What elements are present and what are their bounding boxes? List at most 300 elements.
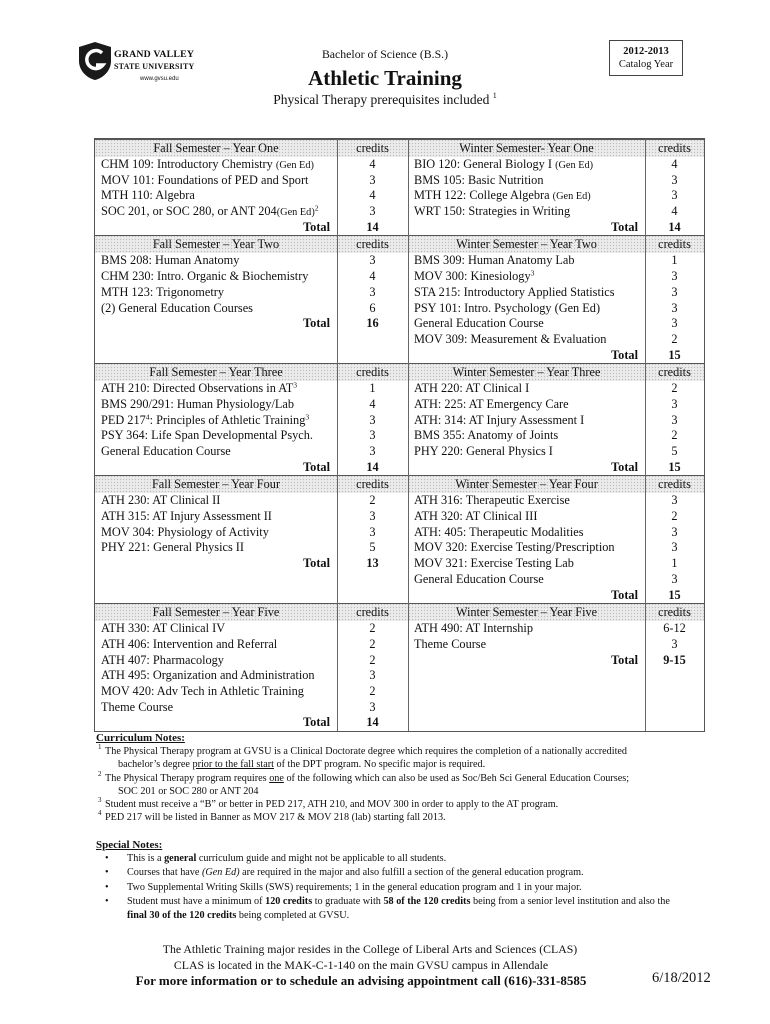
course-credits: 2 xyxy=(369,636,376,651)
footnote-number: 2 xyxy=(98,769,102,778)
course-row xyxy=(95,381,408,397)
course-name xyxy=(408,621,645,637)
semester-title: Winter Semester- Year One xyxy=(459,141,594,155)
text-segment: General Education Course xyxy=(414,316,544,331)
course-name xyxy=(95,444,337,460)
text-segment: are required in the major and also fulfill a section of the general education program. xyxy=(239,867,584,879)
special-notes-list xyxy=(96,852,736,923)
course-row xyxy=(408,157,704,173)
course-row xyxy=(408,188,704,204)
text-segment: ATH 220: AT Clinical I xyxy=(414,381,530,396)
course-credits: 3 xyxy=(369,253,376,268)
course-credits: 3 xyxy=(369,699,376,714)
course-row xyxy=(95,204,408,220)
course-row xyxy=(408,525,704,541)
logo-line-1: GRAND VALLEY xyxy=(114,49,195,60)
special-note-line xyxy=(96,852,736,866)
text-segment: ATH 490: AT Internship xyxy=(414,621,533,636)
course-row xyxy=(408,253,704,269)
bullet-icon xyxy=(105,866,109,880)
text-segment: This is a xyxy=(127,853,165,865)
gen-ed-tag: (Gen Ed) xyxy=(276,207,315,219)
total-row xyxy=(408,653,704,669)
course-row xyxy=(95,253,408,269)
course-row xyxy=(95,285,408,301)
column-divider xyxy=(408,139,409,731)
course-name xyxy=(95,253,337,269)
course-name xyxy=(408,540,645,556)
text-segment: ATH 406: Intervention and Referral xyxy=(101,636,278,651)
text-segment: MTH 122: College Algebra xyxy=(414,188,553,203)
semester-title: Winter Semester – Year Three xyxy=(452,365,601,380)
special-note-line xyxy=(96,866,736,880)
text-segment: PSY 101: Intro. Psychology (Gen Ed) xyxy=(414,300,601,315)
curriculum-notes-heading: Curriculum Notes: xyxy=(96,732,185,744)
bullet-icon xyxy=(105,895,109,909)
course-row xyxy=(408,413,704,429)
course-credits: 2 xyxy=(369,493,376,508)
underlined-text: one xyxy=(269,772,284,784)
course-credits: 3 xyxy=(369,668,376,683)
text-segment: Two Supplemental Writing Skills (SWS) requirements; 1 in the general education program and 1 in your major. xyxy=(127,881,582,893)
winter-semester xyxy=(408,139,704,235)
course-row xyxy=(95,428,408,444)
total-credits: 15 xyxy=(668,587,681,602)
course-name xyxy=(95,204,337,220)
course-credits: 3 xyxy=(671,524,678,539)
text-segment: Student must have a minimum of xyxy=(127,895,266,907)
course-row xyxy=(408,572,704,588)
course-name xyxy=(95,157,337,173)
credits-header: credits xyxy=(356,141,389,155)
course-credits: 3 xyxy=(369,412,376,427)
semester-title: Fall Semester – Year Two xyxy=(152,237,280,252)
text-segment: (2) General Education Courses xyxy=(101,300,253,315)
text-segment: MOV 320: Exercise Testing/Prescription xyxy=(414,540,615,555)
course-credits: 3 xyxy=(671,493,678,508)
total-credits: 14 xyxy=(668,219,681,234)
course-row xyxy=(95,301,408,317)
credits-header: credits xyxy=(356,237,389,252)
course-credits: 2 xyxy=(671,509,678,524)
course-name xyxy=(408,493,645,509)
course-row xyxy=(408,509,704,525)
course-row xyxy=(95,684,408,700)
course-name xyxy=(408,637,645,653)
credits-header: credits xyxy=(356,365,389,380)
course-row xyxy=(408,381,704,397)
page-subtitle xyxy=(200,91,570,109)
course-credits: 3 xyxy=(369,509,376,524)
course-credits: 3 xyxy=(671,540,678,555)
text-segment: WRT 150: Strategies in Writing xyxy=(414,204,571,219)
column-divider xyxy=(337,139,338,731)
subtitle-footnote-marker: 1 xyxy=(492,91,497,100)
total-label: Total xyxy=(303,316,330,331)
footnote xyxy=(96,811,736,824)
course-row xyxy=(408,540,704,556)
course-credits: 6 xyxy=(369,300,376,315)
footnote-line xyxy=(96,745,736,758)
semester-header xyxy=(408,603,704,621)
special-note-line xyxy=(96,881,736,895)
semester-block xyxy=(95,139,704,235)
semester-header xyxy=(408,475,704,493)
total-credits: 9-15 xyxy=(663,652,686,667)
text-segment: ATH 316: Therapeutic Exercise xyxy=(414,493,570,508)
title-block xyxy=(200,46,570,109)
course-name xyxy=(95,188,337,204)
course-credits: 1 xyxy=(671,556,678,571)
semester-header xyxy=(408,235,704,253)
course-credits: 4 xyxy=(369,269,376,284)
course-row xyxy=(95,397,408,413)
course-credits: 4 xyxy=(671,157,678,171)
total-label: Total xyxy=(611,219,638,234)
course-credits: 1 xyxy=(671,253,678,268)
total-label: Total xyxy=(611,652,638,667)
bold-text: 58 of the 120 credits xyxy=(383,895,471,907)
degree-label: Bachelor of Science (B.S.) xyxy=(321,47,449,61)
semester-header xyxy=(95,475,408,493)
bold-text: general xyxy=(164,853,197,865)
footnote-number: 1 xyxy=(98,743,102,752)
footnote xyxy=(96,798,736,811)
text-segment: ATH 330: AT Clinical IV xyxy=(101,621,226,636)
special-note xyxy=(96,866,736,880)
course-name xyxy=(408,253,645,269)
course-credits: 3 xyxy=(369,524,376,539)
course-credits: 3 xyxy=(671,188,678,203)
total-row xyxy=(95,715,408,731)
course-name xyxy=(95,509,337,525)
course-name xyxy=(95,684,337,700)
bullet-icon xyxy=(105,881,109,895)
credits-header: credits xyxy=(356,477,389,492)
winter-semester xyxy=(408,235,704,363)
winter-semester xyxy=(408,363,704,475)
course-name xyxy=(408,509,645,525)
total-label: Total xyxy=(303,715,330,730)
gvsu-emblem-icon xyxy=(77,41,113,81)
course-name xyxy=(95,653,337,669)
total-label: Total xyxy=(303,556,330,571)
fall-semester xyxy=(95,235,408,331)
text-segment: PHY 220: General Physics I xyxy=(414,444,553,458)
semester-header xyxy=(95,139,408,157)
text-segment: : Principles of Athletic Training xyxy=(149,412,306,427)
text-segment: MOV 420: Adv Tech in Athletic Training xyxy=(101,683,304,698)
course-name xyxy=(408,332,645,348)
course-name xyxy=(95,540,337,556)
course-name xyxy=(408,301,645,317)
semester-header xyxy=(95,235,408,253)
text-segment: PHY 221: General Physics II xyxy=(101,540,244,555)
footnote-line xyxy=(96,798,736,811)
special-note-line xyxy=(96,895,736,909)
course-credits: 3 xyxy=(369,204,376,219)
course-name xyxy=(95,668,337,684)
footnote xyxy=(96,745,736,771)
course-row xyxy=(408,444,704,460)
footnote-marker: 4 xyxy=(145,412,150,422)
course-row xyxy=(95,269,408,285)
course-row xyxy=(95,509,408,525)
course-row xyxy=(95,157,408,173)
course-row xyxy=(408,316,704,332)
course-name xyxy=(95,413,337,429)
course-row xyxy=(408,621,704,637)
course-credits: 3 xyxy=(671,300,678,315)
semester-title: Fall Semester – Year Four xyxy=(151,477,281,492)
semester-block xyxy=(95,235,704,363)
text-segment: Theme Course xyxy=(101,699,174,714)
text-segment: The Physical Therapy program requires xyxy=(105,772,270,784)
total-row xyxy=(408,348,704,364)
footnote-line xyxy=(96,785,736,798)
footer-contact-line: For more information or to schedule an advising appointment call (616)-331-8585 xyxy=(135,973,587,988)
semester-title: Fall Semester – Year Three xyxy=(149,365,283,380)
footnote-number: 4 xyxy=(98,809,102,818)
underlined-text: prior to the fall start xyxy=(192,759,274,771)
course-name xyxy=(408,556,645,572)
semester-block xyxy=(95,475,704,603)
text-segment: being completed at GVSU. xyxy=(236,910,350,922)
total-credits: 15 xyxy=(668,459,681,474)
semester-title: Winter Semester – Year Two xyxy=(456,237,597,252)
course-name xyxy=(408,157,645,173)
footnote-line xyxy=(96,811,736,824)
logo-line-2: STATE UNIVERSITY xyxy=(114,62,195,71)
total-label: Total xyxy=(611,347,638,362)
bold-text: final 30 of the 120 credits xyxy=(127,910,237,922)
footnote-marker: 3 xyxy=(305,412,310,422)
course-credits: 5 xyxy=(369,540,376,555)
text-segment: ATH 230: AT Clinical II xyxy=(101,493,221,508)
course-row xyxy=(95,540,408,556)
course-name xyxy=(95,700,337,716)
course-credits: 5 xyxy=(671,444,678,458)
course-name xyxy=(408,204,645,220)
text-segment: BMS 105: Basic Nutrition xyxy=(414,172,544,187)
special-note xyxy=(96,895,736,923)
document-date: 6/18/2012 xyxy=(652,970,711,986)
total-row xyxy=(95,460,408,476)
course-credits: 3 xyxy=(671,412,678,427)
column-divider xyxy=(645,139,646,731)
gvsu-logo xyxy=(77,40,207,86)
course-name xyxy=(408,525,645,541)
text-segment: PED 217 xyxy=(101,412,146,427)
credits-header: credits xyxy=(658,477,691,492)
text-segment: curriculum guide and might not be applicable to all students. xyxy=(196,853,447,865)
text-segment: SOC 201, or SOC 280, or ANT 204 xyxy=(101,204,277,219)
course-credits: 3 xyxy=(671,636,678,651)
course-credits: 3 xyxy=(369,428,376,443)
course-credits: 1 xyxy=(369,381,376,396)
footer-location-line: CLAS is located in the MAK-C-1-140 on the main GVSU campus in Allendale xyxy=(173,958,549,972)
text-segment: ATH: 405: Therapeutic Modalities xyxy=(414,524,584,539)
credits-header: credits xyxy=(658,605,691,620)
course-row xyxy=(95,444,408,460)
special-note xyxy=(96,852,736,866)
course-row xyxy=(408,285,704,301)
course-name xyxy=(408,444,645,460)
course-name xyxy=(408,413,645,429)
total-label: Total xyxy=(303,459,330,474)
text-segment: BIO 120: General Biology I xyxy=(414,157,556,171)
special-notes-heading: Special Notes: xyxy=(96,839,163,851)
course-name xyxy=(95,301,337,317)
text-segment: PED 217 will be listed in Banner as MOV 217 & MOV 218 (lab) starting fall 2013. xyxy=(105,812,446,824)
course-row xyxy=(408,397,704,413)
semester-header xyxy=(95,603,408,621)
course-credits: 3 xyxy=(671,284,678,299)
course-name xyxy=(95,269,337,285)
course-name xyxy=(95,428,337,444)
course-name xyxy=(408,285,645,301)
total-credits: 16 xyxy=(366,316,379,331)
total-row xyxy=(408,588,704,604)
gen-ed-tag: (Gen Ed) xyxy=(555,160,594,171)
text-segment: BMS 355: Anatomy of Joints xyxy=(414,428,559,443)
text-segment: of the DPT program. No specific major is required. xyxy=(273,759,486,771)
course-name xyxy=(95,285,337,301)
course-credits: 3 xyxy=(671,571,678,586)
course-row xyxy=(95,525,408,541)
total-credits: 15 xyxy=(668,347,681,362)
total-credits: 13 xyxy=(366,556,379,571)
course-credits: 2 xyxy=(369,683,376,698)
course-row xyxy=(408,301,704,317)
text-segment: of the following which can also be used as Soc/Beh Sci General Education Courses; xyxy=(283,772,630,784)
course-name xyxy=(95,173,337,189)
semester-title: Fall Semester – Year Five xyxy=(152,605,280,620)
text-segment: ATH 320: AT Clinical III xyxy=(414,509,538,524)
course-credits: 2 xyxy=(671,381,678,396)
italic-text: (Gen Ed) xyxy=(201,867,240,879)
total-label: Total xyxy=(611,587,638,602)
course-credits: 2 xyxy=(369,621,376,636)
text-segment: General Education Course xyxy=(101,444,231,458)
text-segment: CHM 109: Introductory Chemistry xyxy=(101,157,276,171)
text-segment: STA 215: Introductory Applied Statistics xyxy=(414,284,615,299)
course-name xyxy=(408,269,645,285)
catalog-year-label: Catalog Year xyxy=(618,59,674,70)
course-row xyxy=(408,556,704,572)
credits-header: credits xyxy=(356,605,389,620)
footnote-marker: 2 xyxy=(314,204,319,213)
footer-college-line: The Athletic Training major resides in the College of Liberal Arts and Sciences (CLAS) xyxy=(162,942,578,956)
special-note xyxy=(96,881,736,895)
curriculum-notes xyxy=(96,732,736,824)
bold-text: 120 credits xyxy=(265,895,313,907)
logo-url: www.gvsu.edu xyxy=(140,76,179,82)
course-row xyxy=(95,493,408,509)
course-name xyxy=(408,572,645,588)
total-row xyxy=(408,220,704,236)
text-segment: General Education Course xyxy=(414,571,544,586)
course-row xyxy=(95,668,408,684)
winter-semester xyxy=(408,475,704,603)
course-row xyxy=(95,700,408,716)
total-row xyxy=(95,316,408,332)
course-credits: 3 xyxy=(671,269,678,284)
footnote-marker: 3 xyxy=(293,381,298,390)
course-name xyxy=(408,188,645,204)
footnote-line xyxy=(96,769,736,785)
course-credits: 3 xyxy=(671,172,678,187)
gen-ed-tag: (Gen Ed) xyxy=(552,191,591,203)
course-name xyxy=(95,381,337,397)
text-segment: BMS 208: Human Anatomy xyxy=(101,253,240,268)
text-segment: bachelor’s degree xyxy=(118,759,193,771)
footnote-marker: 3 xyxy=(530,269,535,278)
semester-header xyxy=(95,363,408,381)
course-name xyxy=(408,397,645,413)
course-credits: 3 xyxy=(671,396,678,411)
text-segment: SOC 201 or SOC 280 or ANT 204 xyxy=(118,785,259,797)
text-segment: ATH: 314: AT Injury Assessment I xyxy=(414,412,585,427)
text-segment: CHM 230: Intro. Organic & Biochemistry xyxy=(101,269,309,284)
total-credits: 14 xyxy=(366,715,379,730)
semester-header xyxy=(408,139,704,157)
gen-ed-tag: (Gen Ed) xyxy=(275,160,314,171)
course-row xyxy=(408,493,704,509)
curriculum-table xyxy=(95,139,704,731)
text-segment: MTH 123: Trigonometry xyxy=(101,284,224,299)
text-segment: to graduate with xyxy=(312,895,384,907)
course-row xyxy=(95,173,408,189)
text-segment: ATH 407: Pharmacology xyxy=(101,652,224,667)
total-credits: 14 xyxy=(366,219,379,234)
text-segment: MOV 309: Measurement & Evaluation xyxy=(414,331,607,346)
semester-block xyxy=(95,363,704,475)
text-segment: being from a senior level institution and also the xyxy=(470,895,670,907)
page-title: Athletic Training xyxy=(308,66,462,90)
course-credits: 6-12 xyxy=(663,621,686,636)
total-row xyxy=(95,220,408,236)
text-segment: MTH 110: Algebra xyxy=(101,188,195,203)
text-segment: The Physical Therapy program at GVSU is a Clinical Doctorate degree which requires the completion of a nationally accredited xyxy=(105,746,628,758)
course-name xyxy=(408,173,645,189)
curriculum-notes-list xyxy=(96,745,736,824)
text-segment: MOV 101: Foundations of PED and Sport xyxy=(101,172,309,187)
winter-semester xyxy=(408,603,704,668)
course-credits: 3 xyxy=(369,284,376,299)
credits-header: credits xyxy=(658,237,691,252)
course-credits: 4 xyxy=(369,396,376,411)
course-credits: 2 xyxy=(671,428,678,443)
course-credits: 3 xyxy=(671,316,678,331)
text-segment: ATH 210: Directed Observations in AT xyxy=(101,381,294,396)
course-credits: 3 xyxy=(369,172,376,187)
text-segment: BMS 290/291: Human Physiology/Lab xyxy=(101,396,295,411)
course-row xyxy=(95,413,408,429)
course-row xyxy=(408,204,704,220)
footnote xyxy=(96,769,736,798)
footnote-line xyxy=(96,758,736,771)
semester-header xyxy=(408,363,704,381)
total-row xyxy=(95,556,408,572)
course-row xyxy=(408,269,704,285)
course-name xyxy=(95,621,337,637)
course-name xyxy=(95,397,337,413)
course-row xyxy=(95,621,408,637)
course-credits: 4 xyxy=(369,188,376,203)
course-name xyxy=(95,493,337,509)
semester-block xyxy=(95,603,704,731)
